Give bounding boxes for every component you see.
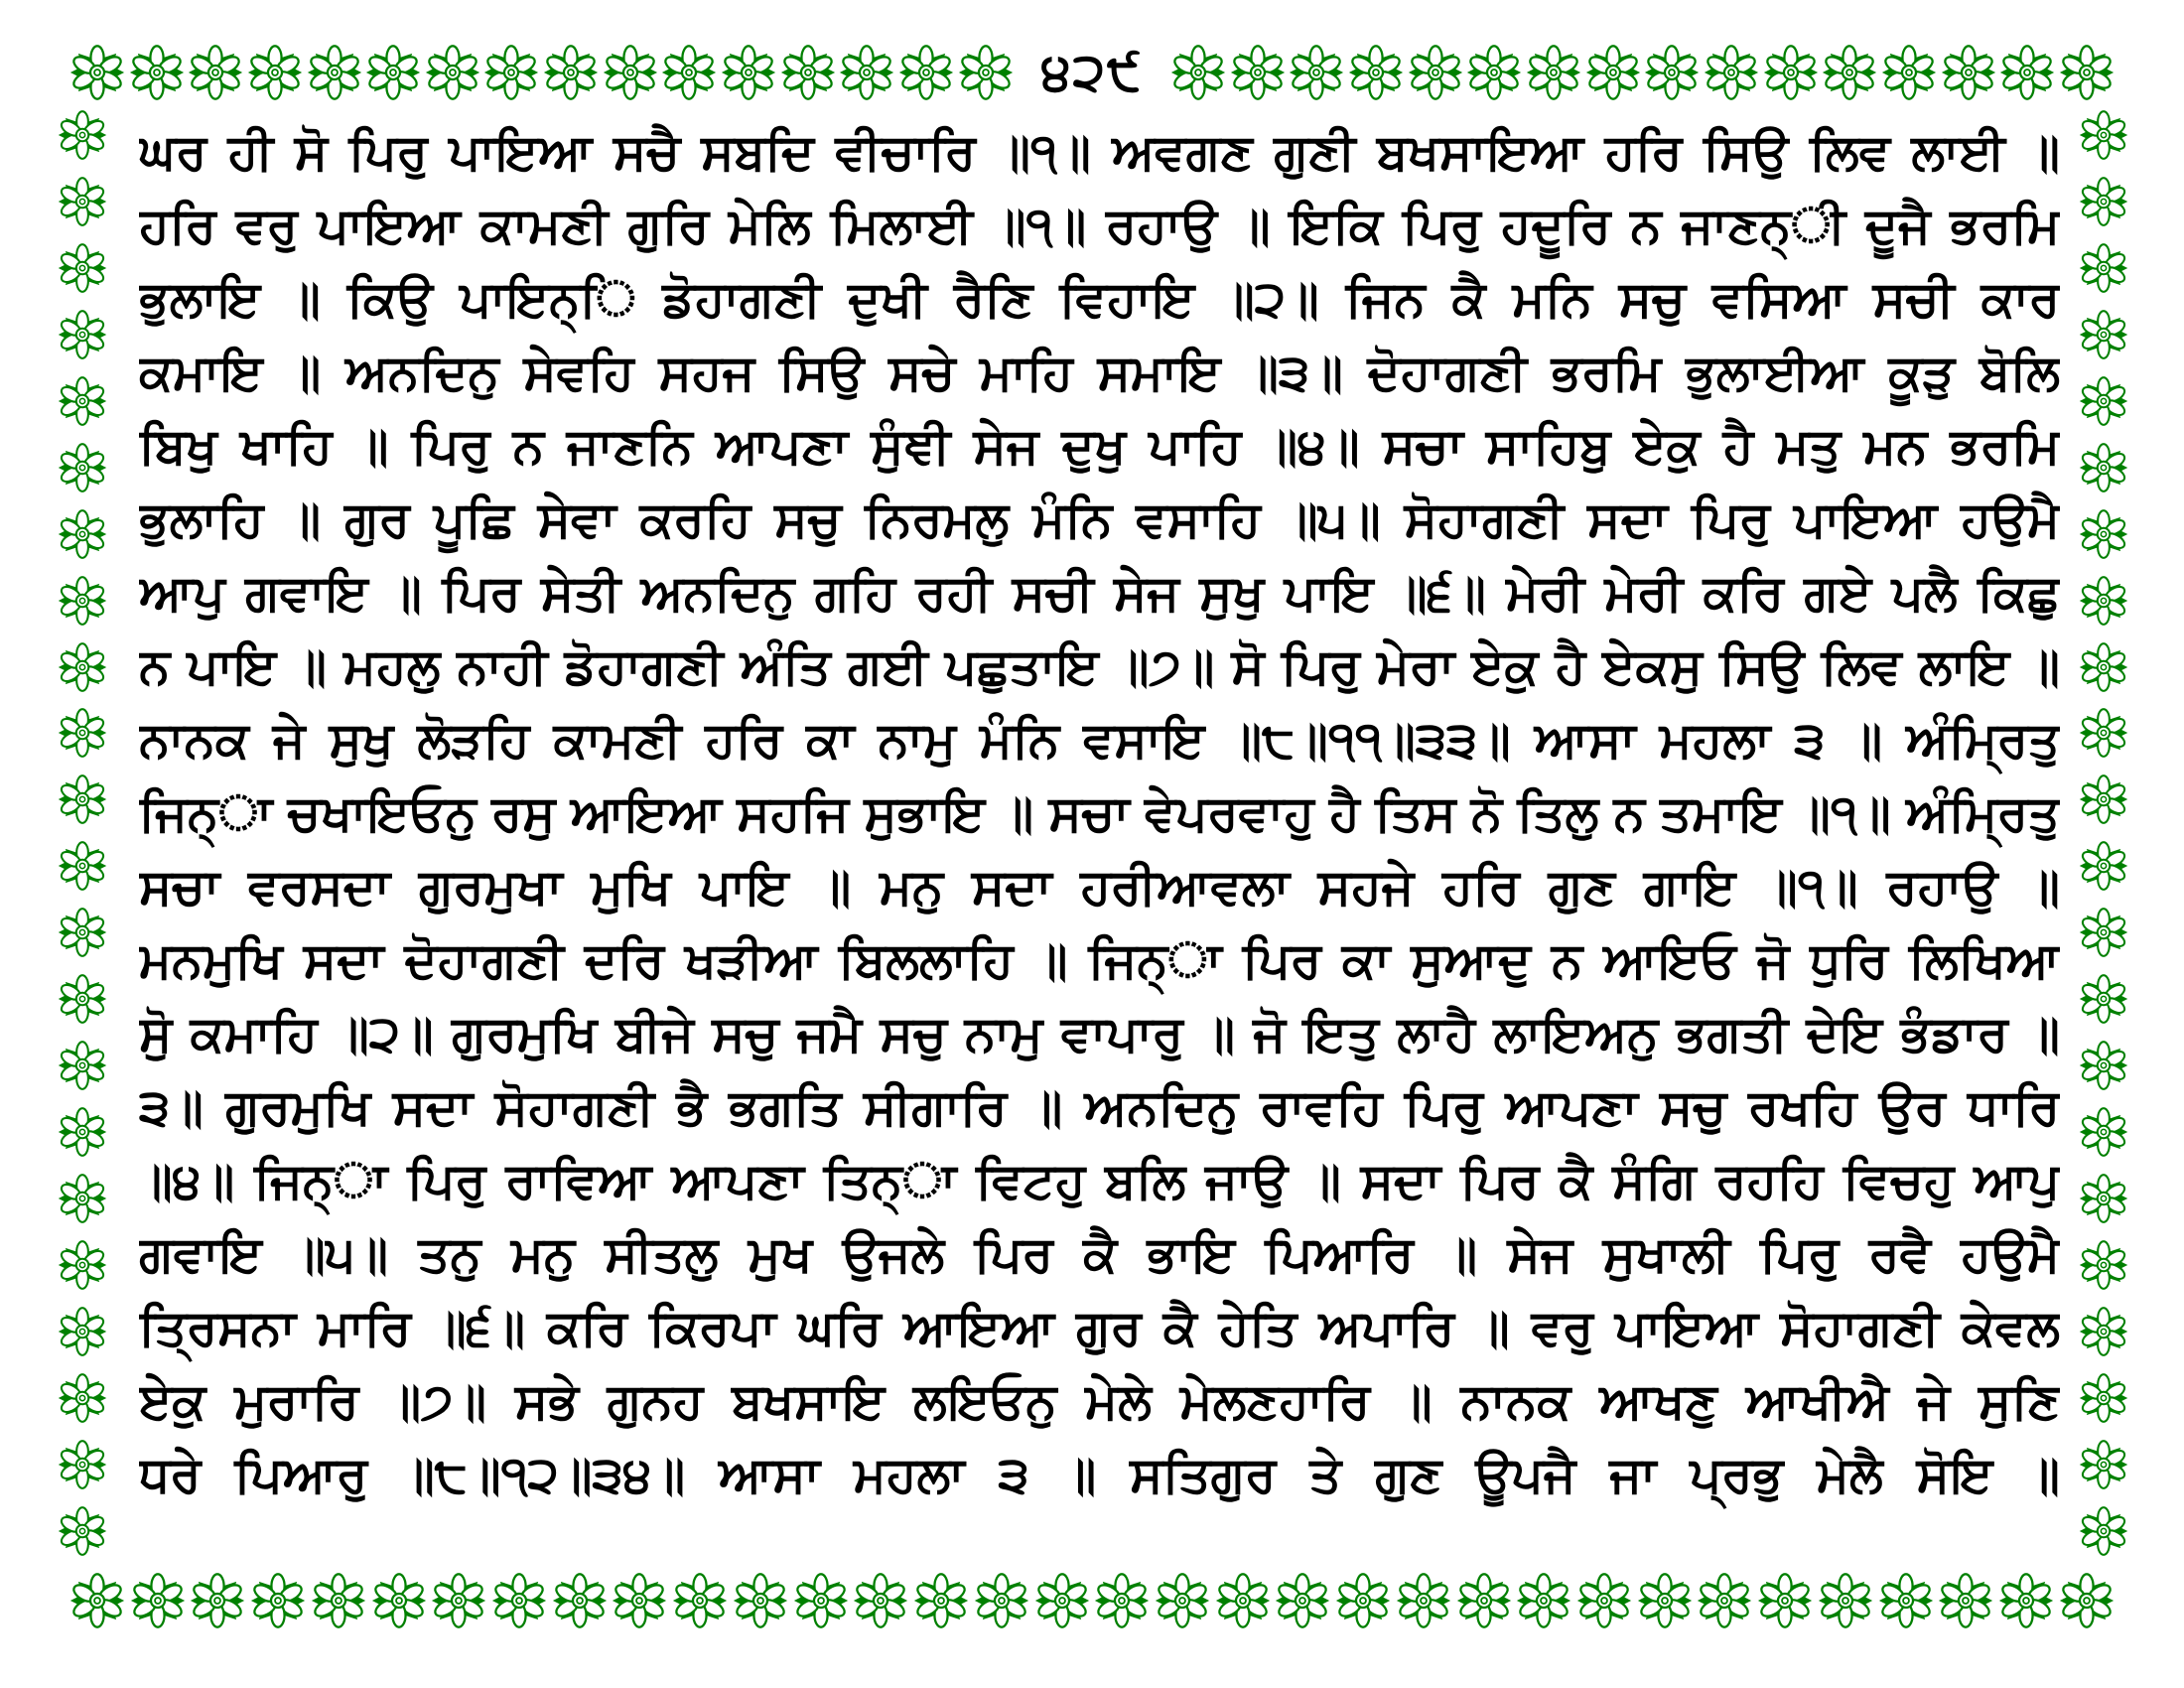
- scripture-line: ਭੁਲਾਇ ॥ ਕਿਉ ਪਾਇਨ੍ਿ ਡੋਹਾਗਣੀ ਦੁਖੀ ਰੈਣਿ ਵਿਹਾਇ ॥੨॥ ਜਿਨ ਕੈ ਮਨਿ ਸਚੁ ਵਸਿਆ ਸਚੀ ਕਾਰ: [139, 271, 2060, 327]
- scripture-line: ਸੁੋ ਕਮਾਹਿ ॥੨॥ ਗੁਰਮੁਖਿ ਬੀਜੇ ਸਚੁ ਜਮੈ ਸਚੁ ਨਾਮੁ ਵਾਪਾਰੁ ॥ ਜੋ ਇਤੁ ਲਾਹੈ ਲਾਇਅਨੁ ਭਗਤੀ ਦੇਇ ਭੰਡਾਰ ॥: [139, 1006, 2060, 1061]
- flower-ornament-icon: [58, 1437, 107, 1492]
- flower-ornament-icon: [2079, 1038, 2128, 1093]
- flower-ornament-icon: [2079, 440, 2128, 495]
- flower-ornament-icon: [1576, 1570, 1632, 1631]
- flower-ornament-icon: [2079, 1237, 2128, 1293]
- flower-ornament-icon: [2079, 107, 2128, 163]
- flower-ornament-icon: [58, 307, 107, 362]
- flower-ornament-icon: [2079, 1304, 2128, 1359]
- flower-ornament-icon: [1585, 42, 1641, 103]
- flower-ornament-icon: [1408, 42, 1463, 103]
- border-top-right-flowers: [1170, 42, 2115, 103]
- scripture-line: ਜਿਨ੍ਾ ਚਖਾਇਓਨੁ ਰਸੁ ਆਇਆ ਸਹਜਿ ਸੁਭਾਇ ॥ ਸਚਾ ਵੇਪਰਵਾਹੁ ਹੈ ਤਿਸ ਨੋ ਤਿਲੁ ਨ ਤਮਾਇ ॥੧॥ ਅੰਮ੍ਰਿਤੁ: [139, 785, 2060, 841]
- flower-ornament-icon: [543, 42, 599, 103]
- flower-ornament-icon: [661, 42, 717, 103]
- flower-ornament-icon: [1034, 1570, 1090, 1631]
- flower-ornament-icon: [431, 1570, 486, 1631]
- scripture-line: ਨ ਪਾਇ ॥ ਮਹਲੁ ਨਾਹੀ ਡੋਹਾਗਣੀ ਅੰਤਿ ਗਈ ਪਛੁਤਾਇ ॥੭॥ ਸੋ ਪਿਰੁ ਮੇਰਾ ਏਕੁ ਹੈ ਏਕਸੁ ਸਿਉ ਲਿਵ ਲਾਇ ॥: [139, 638, 2060, 694]
- flower-ornament-icon: [1704, 42, 1759, 103]
- flower-ornament-icon: [58, 107, 107, 163]
- flower-ornament-icon: [2079, 174, 2128, 229]
- flower-ornament-icon: [1215, 1570, 1271, 1631]
- flower-ornament-icon: [1644, 42, 1700, 103]
- flower-ornament-icon: [58, 1237, 107, 1293]
- flower-ornament-icon: [250, 1570, 306, 1631]
- flower-ornament-icon: [58, 174, 107, 229]
- flower-ornament-icon: [1697, 1570, 1752, 1631]
- scripture-line: ਧਰੇ ਪਿਆਰੁ ॥੮॥੧੨॥੩੪॥ ਆਸਾ ਮਹਲਾ ੩ ॥ ਸਤਿਗੁਰ ਤੇ ਗੁਣ ਊਪਜੈ ਜਾ ਪ੍ਰਭੁ ਮੇਲੈ ਸੋਇ ॥: [139, 1447, 2060, 1502]
- flower-ornament-icon: [188, 42, 243, 103]
- flower-ornament-icon: [1998, 1570, 2054, 1631]
- flower-ornament-icon: [2079, 373, 2128, 429]
- flower-ornament-icon: [58, 971, 107, 1027]
- flower-ornament-icon: [58, 905, 107, 960]
- flower-ornament-icon: [129, 42, 185, 103]
- flower-ornament-icon: [1526, 42, 1581, 103]
- flower-ornament-icon: [2079, 506, 2128, 562]
- flower-ornament-icon: [2079, 573, 2128, 629]
- flower-ornament-icon: [2079, 772, 2128, 827]
- flower-ornament-icon: [2079, 838, 2128, 894]
- flower-ornament-icon: [58, 838, 107, 894]
- flower-ornament-icon: [58, 1171, 107, 1226]
- flower-ornament-icon: [603, 42, 658, 103]
- flower-ornament-icon: [612, 1570, 667, 1631]
- flower-ornament-icon: [839, 42, 894, 103]
- flower-ornament-icon: [371, 1570, 427, 1631]
- flower-ornament-icon: [58, 373, 107, 429]
- flower-ornament-icon: [58, 240, 107, 296]
- border-left: [56, 107, 109, 1559]
- flower-ornament-icon: [1348, 42, 1404, 103]
- border-top: [69, 40, 2115, 105]
- flower-ornament-icon: [1094, 1570, 1150, 1631]
- flower-ornament-icon: [853, 1570, 908, 1631]
- scripture-line: ਸਚਾ ਵਰਸਦਾ ਗੁਰਮੁਖਾ ਮੁਖਿ ਪਾਇ ॥ ਮਨੁ ਸਦਾ ਹਰੀਆਵਲਾ ਸਹਜੇ ਹਰਿ ਗੁਣ ਗਾਇ ॥੧॥ ਰਹਾਉ ॥: [139, 859, 2060, 914]
- flower-ornament-icon: [58, 705, 107, 761]
- flower-ornament-icon: [58, 1503, 107, 1559]
- scripture-line: ਬਿਖੁ ਖਾਹਿ ॥ ਪਿਰੁ ਨ ਜਾਣਨਿ ਆਪਣਾ ਸੁੰਞੀ ਸੇਜ ਦੁਖੁ ਪਾਹਿ ॥੪॥ ਸਚਾ ਸਾਹਿਬੁ ਏਕੁ ਹੈ ਮਤੁ ਮਨ ਭਰਮਿ: [139, 418, 2060, 474]
- flower-ornament-icon: [2079, 307, 2128, 362]
- flower-ornament-icon: [1637, 1570, 1693, 1631]
- border-right: [2077, 107, 2130, 1559]
- flower-ornament-icon: [721, 42, 776, 103]
- scripture-line: ਕਮਾਇ ॥ ਅਨਦਿਨੁ ਸੇਵਹਿ ਸਹਜ ਸਿਉ ਸਚੇ ਮਾਹਿ ਸਮਾਇ ॥੩॥ ਦੋਹਾਗਣੀ ਭਰਮਿ ਭੁਲਾਈਆ ਕੂੜੁ ਬੋਲਿ: [139, 345, 2060, 400]
- flower-ornament-icon: [483, 42, 539, 103]
- flower-ornament-icon: [307, 42, 362, 103]
- flower-ornament-icon: [58, 573, 107, 629]
- flower-ornament-icon: [1275, 1570, 1330, 1631]
- flower-ornament-icon: [425, 42, 480, 103]
- flower-ornament-icon: [2079, 1437, 2128, 1492]
- flower-ornament-icon: [1516, 1570, 1571, 1631]
- scripture-line: ॥੪॥ ਜਿਨ੍ਾ ਪਿਰੁ ਰਾਵਿਆ ਆਪਣਾ ਤਿਨ੍ਾ ਵਿਟਹੁ ਬਲਿ ਜਾਉ ॥ ਸਦਾ ਪਿਰ ਕੈ ਸੰਗਿ ਰਹਹਿ ਵਿਚਹੁ ਆਪੁ: [139, 1153, 2060, 1208]
- flower-ornament-icon: [2079, 1503, 2128, 1559]
- flower-ornament-icon: [1335, 1570, 1391, 1631]
- scripture-line: ਏਕੁ ਮੁਰਾਰਿ ॥੭॥ ਸਭੇ ਗੁਨਹ ਬਖਸਾਇ ਲਇਓਨੁ ਮੇਲੇ ਮੇਲਣਹਾਰਿ ॥ ਨਾਨਕ ਆਖਣੁ ਆਖੀਐ ਜੇ ਸੁਣਿ: [139, 1373, 2060, 1429]
- flower-ornament-icon: [2079, 1171, 2128, 1226]
- scripture-line: ਮਨਮੁਖਿ ਸਦਾ ਦੋਹਾਗਣੀ ਦਰਿ ਖੜੀਆ ਬਿਲਲਾਹਿ ॥ ਜਿਨ੍ਾ ਪਿਰ ਕਾ ਸੁਆਦੁ ਨ ਆਇਓ ਜੋ ਧੁਰਿ ਲਿਖਿਆ: [139, 932, 2060, 988]
- flower-ornament-icon: [58, 440, 107, 495]
- flower-ornament-icon: [69, 1570, 125, 1631]
- flower-ornament-icon: [2079, 971, 2128, 1027]
- flower-ornament-icon: [974, 1570, 1029, 1631]
- flower-ornament-icon: [58, 1104, 107, 1160]
- flower-ornament-icon: [793, 1570, 849, 1631]
- flower-ornament-icon: [1155, 1570, 1210, 1631]
- flower-ornament-icon: [190, 1570, 245, 1631]
- flower-ornament-icon: [672, 1570, 728, 1631]
- border-bottom: [69, 1569, 2115, 1632]
- flower-ornament-icon: [491, 1570, 547, 1631]
- flower-ornament-icon: [2079, 905, 2128, 960]
- flower-ornament-icon: [365, 42, 421, 103]
- flower-ornament-icon: [1289, 42, 1344, 103]
- scripture-line: ੩॥ ਗੁਰਮੁਖਿ ਸਦਾ ਸੋਹਾਗਣੀ ਭੈ ਭਗਤਿ ਸੀਗਾਰਿ ॥ ਅਨਦਿਨੁ ਰਾਵਹਿ ਪਿਰੁ ਆਪਣਾ ਸਚੁ ਰਖਹਿ ਉਰ ਧਾਰਿ: [139, 1079, 2060, 1135]
- flower-ornament-icon: [1763, 42, 1819, 103]
- flower-ornament-icon: [780, 42, 836, 103]
- flower-ornament-icon: [247, 42, 303, 103]
- flower-ornament-icon: [1456, 1570, 1512, 1631]
- flower-ornament-icon: [2059, 1570, 2115, 1631]
- flower-ornament-icon: [1941, 42, 1996, 103]
- flower-ornament-icon: [58, 1304, 107, 1359]
- scripture-line: ਘਰ ਹੀ ਸੋ ਪਿਰੁ ਪਾਇਆ ਸਚੈ ਸਬਦਿ ਵੀਚਾਰਿ ॥੧॥ ਅਵਗਣ ਗੁਣੀ ਬਖਸਾਇਆ ਹਰਿ ਸਿਉ ਲਿਵ ਲਾਈ ॥: [139, 124, 2060, 180]
- flower-ornament-icon: [1466, 42, 1522, 103]
- flower-ornament-icon: [1878, 1570, 1934, 1631]
- flower-ornament-icon: [1396, 1570, 1451, 1631]
- flower-ornament-icon: [58, 506, 107, 562]
- flower-ornament-icon: [1818, 1570, 1873, 1631]
- flower-ornament-icon: [898, 42, 954, 103]
- flower-ornament-icon: [913, 1570, 969, 1631]
- flower-ornament-icon: [1230, 42, 1286, 103]
- flower-ornament-icon: [2079, 1104, 2128, 1160]
- flower-ornament-icon: [311, 1570, 366, 1631]
- scripture-line: ਤ੍ਰਿਸਨਾ ਮਾਰਿ ॥੬॥ ਕਰਿ ਕਿਰਪਾ ਘਰਿ ਆਇਆ ਗੁਰ ਕੈ ਹੇਤਿ ਅਪਾਰਿ ॥ ਵਰੁ ਪਾਇਆ ਸੋਹਾਗਣੀ ਕੇਵਲ: [139, 1300, 2060, 1355]
- page-number: ੪੨੯: [1040, 44, 1144, 101]
- flower-ornament-icon: [1170, 42, 1226, 103]
- flower-ornament-icon: [130, 1570, 186, 1631]
- flower-ornament-icon: [58, 1370, 107, 1426]
- scripture-line: ਗਵਾਇ ॥੫॥ ਤਨੁ ਮਨੁ ਸੀਤਲੁ ਮੁਖ ਉਜਲੇ ਪਿਰ ਕੈ ਭਾਇ ਪਿਆਰਿ ॥ ਸੇਜ ਸੁਖਾਲੀ ਪਿਰੁ ਰਵੈ ਹਉਮੈ: [139, 1226, 2060, 1282]
- border-top-left-flowers: [69, 42, 1014, 103]
- flower-ornament-icon: [1999, 42, 2055, 103]
- flower-ornament-icon: [1881, 42, 1937, 103]
- flower-ornament-icon: [552, 1570, 608, 1631]
- flower-ornament-icon: [2059, 42, 2115, 103]
- scripture-line: ਹਰਿ ਵਰੁ ਪਾਇਆ ਕਾਮਣੀ ਗੁਰਿ ਮੇਲਿ ਮਿਲਾਈ ॥੧॥ ਰਹਾਉ ॥ ਇਕਿ ਪਿਰੁ ਹਦੂਰਿ ਨ ਜਾਣਨ੍ੀ ਦੂਜੈ ਭਰਮਿ: [139, 198, 2060, 253]
- scripture-line: ਆਪੁ ਗਵਾਇ ॥ ਪਿਰ ਸੇਤੀ ਅਨਦਿਨੁ ਗਹਿ ਰਹੀ ਸਚੀ ਸੇਜ ਸੁਖੁ ਪਾਇ ॥੬॥ ਮੇਰੀ ਮੇਰੀ ਕਰਿ ਗਏ ਪਲੈ ਕਿਛੁ: [139, 565, 2060, 621]
- flower-ornament-icon: [2079, 1370, 2128, 1426]
- flower-ornament-icon: [1938, 1570, 1993, 1631]
- scripture-text: [139, 115, 2060, 1511]
- flower-ornament-icon: [1822, 42, 1877, 103]
- scripture-line: ਭੁਲਾਹਿ ॥ ਗੁਰ ਪੂਛਿ ਸੇਵਾ ਕਰਹਿ ਸਚੁ ਨਿਰਮਲੁ ਮੰਨਿ ਵਸਾਹਿ ॥੫॥ ਸੋਹਾਗਣੀ ਸਦਾ ਪਿਰੁ ਪਾਇਆ ਹਉਮੈ: [139, 492, 2060, 547]
- flower-ornament-icon: [1757, 1570, 1813, 1631]
- flower-ornament-icon: [58, 772, 107, 827]
- flower-ornament-icon: [58, 1038, 107, 1093]
- scripture-line: ਨਾਨਕ ਜੇ ਸੁਖੁ ਲੋੜਹਿ ਕਾਮਣੀ ਹਰਿ ਕਾ ਨਾਮੁ ਮੰਨਿ ਵਸਾਇ ॥੮॥੧੧॥੩੩॥ ਆਸਾ ਮਹਲਾ ੩ ॥ ਅੰਮ੍ਰਿਤੁ: [139, 712, 2060, 768]
- flower-ornament-icon: [2079, 639, 2128, 695]
- flower-ornament-icon: [58, 639, 107, 695]
- flower-ornament-icon: [2079, 705, 2128, 761]
- flower-ornament-icon: [69, 42, 125, 103]
- flower-ornament-icon: [2079, 240, 2128, 296]
- flower-ornament-icon: [733, 1570, 788, 1631]
- flower-ornament-icon: [958, 42, 1014, 103]
